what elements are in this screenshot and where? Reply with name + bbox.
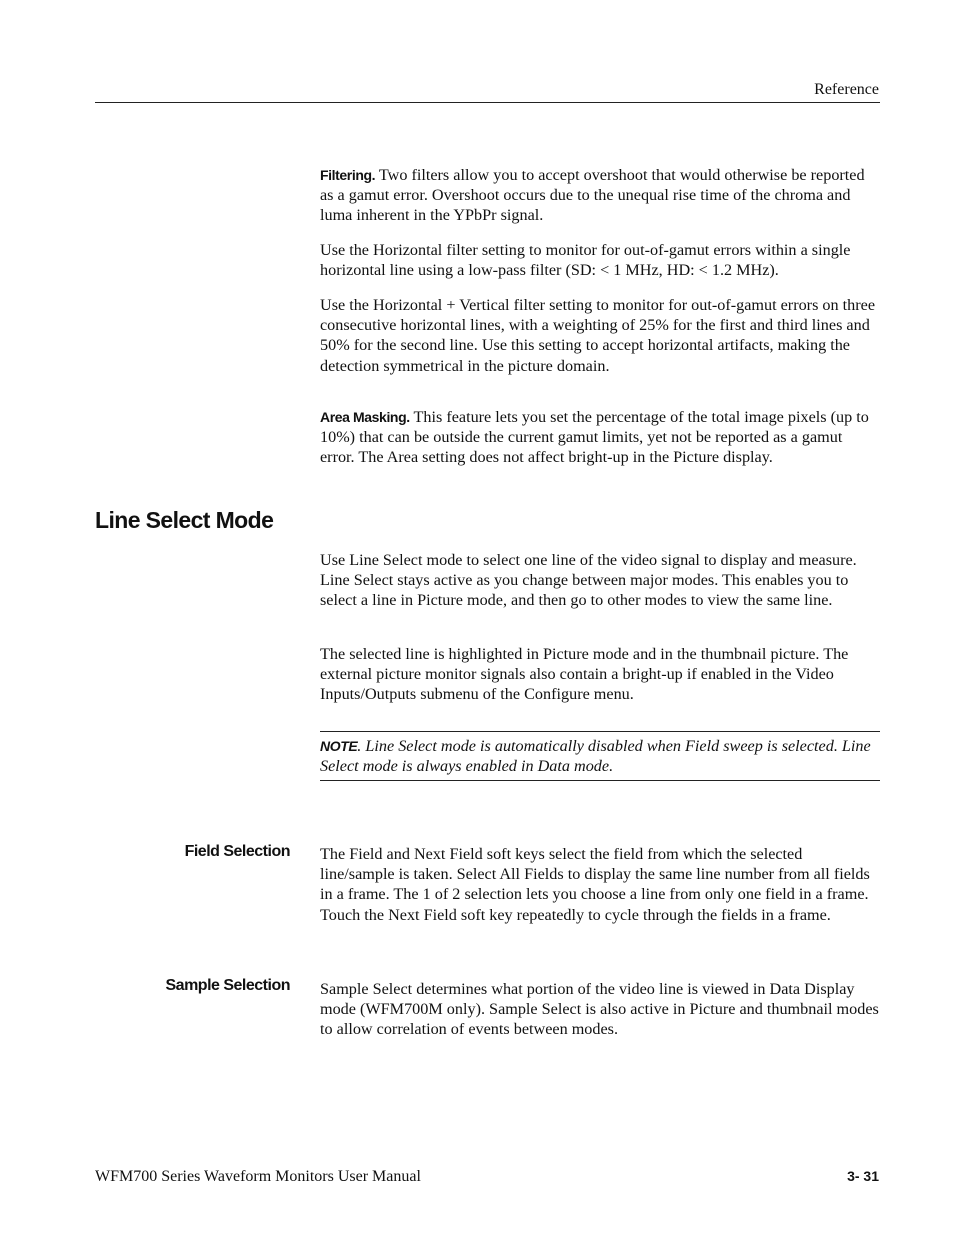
sample-selection-paragraph: Sample Select determines what portion of the video line is viewed in Data Display mode (WFM700M only). Sample Select is also active in Picture and thumbnail modes to allow correlation of events between modes. <box>320 980 879 1039</box>
page-number: 3- 31 <box>847 1168 879 1184</box>
line-select-paragraph-2: The selected line is highlighted in Picture mode and in the thumbnail picture. The external picture monitor signals also contain a bright-up if enabled in the Video Inputs/Outputs submenu of the Configure menu. <box>320 645 849 704</box>
footer-manual-title: WFM700 Series Waveform Monitors User Manual <box>95 1168 421 1185</box>
filtering-label: Filtering. <box>320 167 376 183</box>
note-body: . Line Select mode is automatically disabled when Field sweep is selected. Line Select mode is always enabled in Data mode. <box>320 737 871 776</box>
field-selection-paragraph: The Field and Next Field soft keys select the field from which the selected line/sample is taken. Select All Fields to display the same line number from all fields in a frame. The 1 of 2 selection lets you choose a line from only one field in a frame. Touch the Next Field soft key repeatedly to cycle through the fields in a frame. <box>320 845 870 924</box>
note-box <box>320 731 880 781</box>
line-select-paragraph-1: Use Line Select mode to select one line of the video signal to display and measure. Line Select stays active as you change between major modes. This enables you to select a line in Picture mode, and then go to other modes to view the same line. <box>320 551 857 610</box>
horizontal-vertical-filter-paragraph: Use the Horizontal + Vertical filter setting to monitor for out-of-gamut errors on three consecutive horizontal lines, with a weighting of 25% for the first and third lines and 50% for the second line. Use this setting to accept horizontal artifacts, making the detection symmetrical in the picture domain. <box>320 296 875 375</box>
area-masking-label: Area Masking. <box>320 409 410 425</box>
area-masking-paragraph <box>320 407 880 468</box>
field-selection-heading: Field Selection <box>184 843 290 860</box>
filtering-intro: Two filters allow you to accept overshoot that would otherwise be reported as a gamut error. Overshoot occurs due to the unequal rise time of the chroma and luma inherent in the YPbPr signal. <box>320 166 865 225</box>
running-header: Reference <box>814 81 879 98</box>
note-text <box>320 736 880 776</box>
section-title: Line Select Mode <box>95 507 274 533</box>
sample-selection-heading: Sample Selection <box>165 977 290 994</box>
horizontal-filter-paragraph: Use the Horizontal filter setting to monitor for out-of-gamut errors within a single horizontal line using a low-pass filter (SD: < 1 MHz, HD: < 1.2 MHz). <box>320 241 851 280</box>
area-masking-text: This feature lets you set the percentage of the total image pixels (up to 10%) that can be outside the current gamut limits, yet not be reported as a gamut error. The Area setting does not affect bright-up in the Picture display. <box>320 408 869 467</box>
note-label: NOTE <box>320 738 358 754</box>
header-rule <box>95 102 880 103</box>
filtering-paragraph <box>320 165 880 226</box>
